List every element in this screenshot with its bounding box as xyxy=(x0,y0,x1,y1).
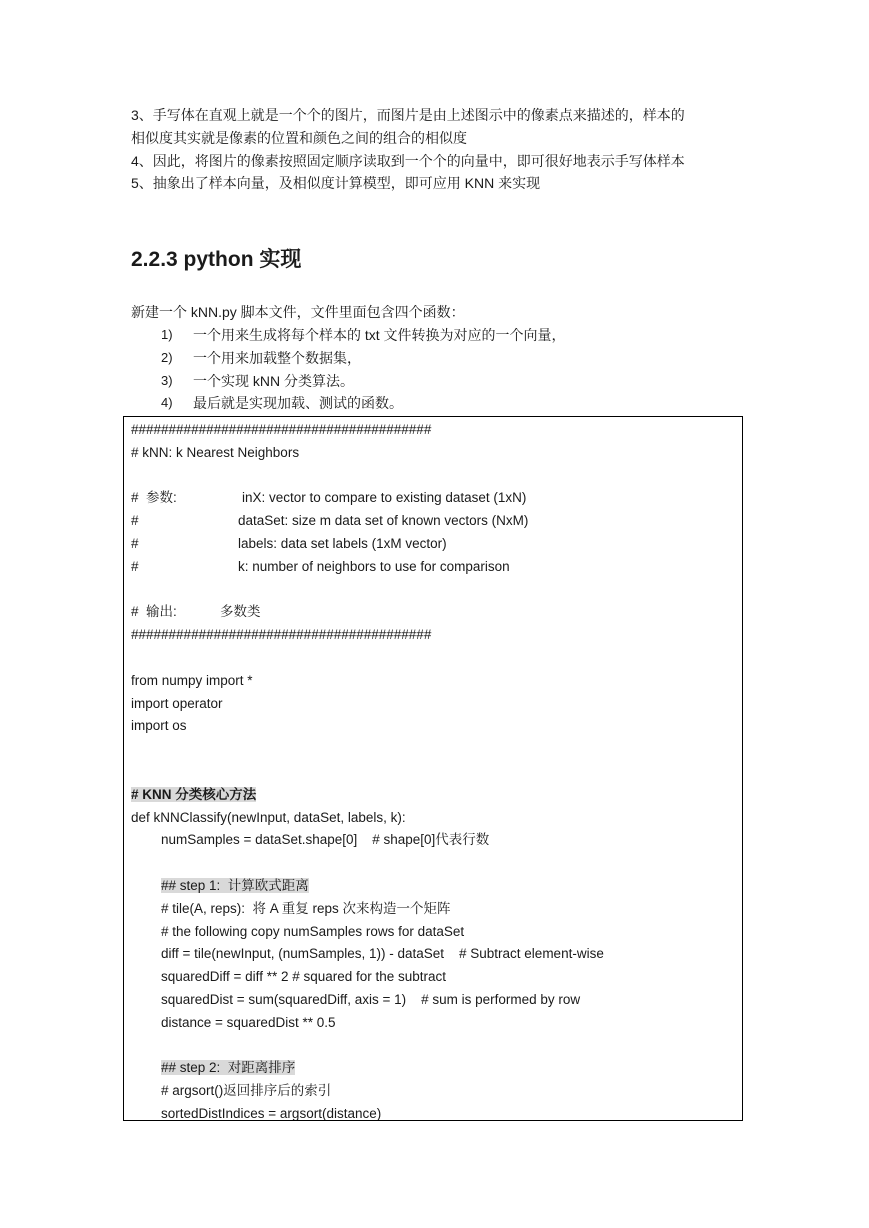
code-line: # 参数: inX: vector to compare to existing dataset (1xN) xyxy=(131,490,527,506)
code-line: import os xyxy=(131,718,187,734)
code-blank-line xyxy=(131,579,604,602)
paragraph-line: 相似度其实就是像素的位置和颜色之间的组合的相似度 xyxy=(131,129,467,146)
paragraph-line: 5、抽象出了样本向量，及相似度计算模型，即可应用 KNN 来实现 xyxy=(131,175,541,192)
code-blank-line xyxy=(131,761,604,784)
code-blank-line xyxy=(131,852,604,875)
code-line: # kNN: k Nearest Neighbors xyxy=(131,444,300,460)
code-line: ######################################## xyxy=(131,422,432,437)
section-heading: 2.2.3 python 实现 xyxy=(131,248,302,271)
code-line: # labels: data set labels (1xM vector) xyxy=(131,535,447,551)
code-line: # dataSet: size m data set of known vectors (NxM) xyxy=(131,513,529,529)
list-item xyxy=(161,324,566,347)
list-text: 最后就是实现加载、测试的函数。 xyxy=(193,395,403,412)
code-line: # the following copy numSamples rows for dataSet xyxy=(161,923,465,939)
code-line: squaredDiff = diff ** 2 # squared for the subtract xyxy=(161,969,447,985)
code-highlight: # KNN 分类核心方法 xyxy=(131,786,257,802)
code-line: sortedDistIndices = argsort(distance) xyxy=(161,1105,382,1121)
list-text: 一个用来加载整个数据集， xyxy=(193,349,361,366)
intro-text: 新建一个 kNN.py 脚本文件，文件里面包含四个函数： xyxy=(131,304,465,320)
list-number: 4) xyxy=(161,395,173,411)
code-line: # 输出: 多数类 xyxy=(131,604,261,620)
function-list xyxy=(161,324,566,415)
list-item xyxy=(161,347,566,370)
code-line xyxy=(131,1057,604,1080)
code-line: def kNNClassify(newInput, dataSet, labels, k): xyxy=(131,809,406,825)
list-text: 一个用来生成将每个样本的 txt 文件转换为对应的一个向量， xyxy=(193,327,566,343)
paragraph-line: 3、手写体在直观上就是一个个的图片，而图片是由上述图示中的像素点来描述的，样本的 xyxy=(131,107,685,123)
list-text: 一个实现 kNN 分类算法。 xyxy=(193,372,354,389)
code-line: diff = tile(newInput, (numSamples, 1)) - dataSet # Subtract element-wise xyxy=(161,946,604,962)
code-line xyxy=(131,875,604,898)
code-line: from numpy import * xyxy=(131,672,253,688)
list-item xyxy=(161,370,566,393)
paragraph-line: 4、因此，将图片的像素按照固定顺序读取到一个个的向量中，即可很好地表示手写体样本 xyxy=(131,152,685,169)
code-line: # k: number of neighbors to use for comparison xyxy=(131,558,510,574)
code-block xyxy=(123,416,743,1121)
code-line: # argsort()返回排序后的索引 xyxy=(161,1083,332,1099)
list-item xyxy=(161,392,566,415)
code-line: squaredDist = sum(squaredDiff, axis = 1) # sum is performed by row xyxy=(161,991,581,1007)
list-number: 2) xyxy=(161,349,173,365)
code-line: # tile(A, reps): 将 A 重复 reps 次来构造一个矩阵 xyxy=(161,900,451,916)
body-paragraphs xyxy=(131,104,751,195)
code-blank-line xyxy=(131,465,604,488)
code-line: ######################################## xyxy=(131,627,432,643)
code-highlight: ## step 1: 计算欧式距离 xyxy=(161,877,309,893)
code-blank-line xyxy=(131,1035,604,1058)
code-line xyxy=(131,784,604,807)
list-number: 1) xyxy=(161,327,173,342)
code-line: import operator xyxy=(131,695,223,711)
code-line: distance = squaredDist ** 0.5 xyxy=(161,1014,336,1030)
code-content xyxy=(131,419,604,1121)
code-highlight: ## step 2: 对距离排序 xyxy=(161,1060,296,1076)
code-blank-line xyxy=(131,647,604,670)
list-number: 3) xyxy=(161,372,173,388)
code-blank-line xyxy=(131,738,604,761)
code-line: numSamples = dataSet.shape[0] # shape[0]代表行数 xyxy=(161,832,490,848)
